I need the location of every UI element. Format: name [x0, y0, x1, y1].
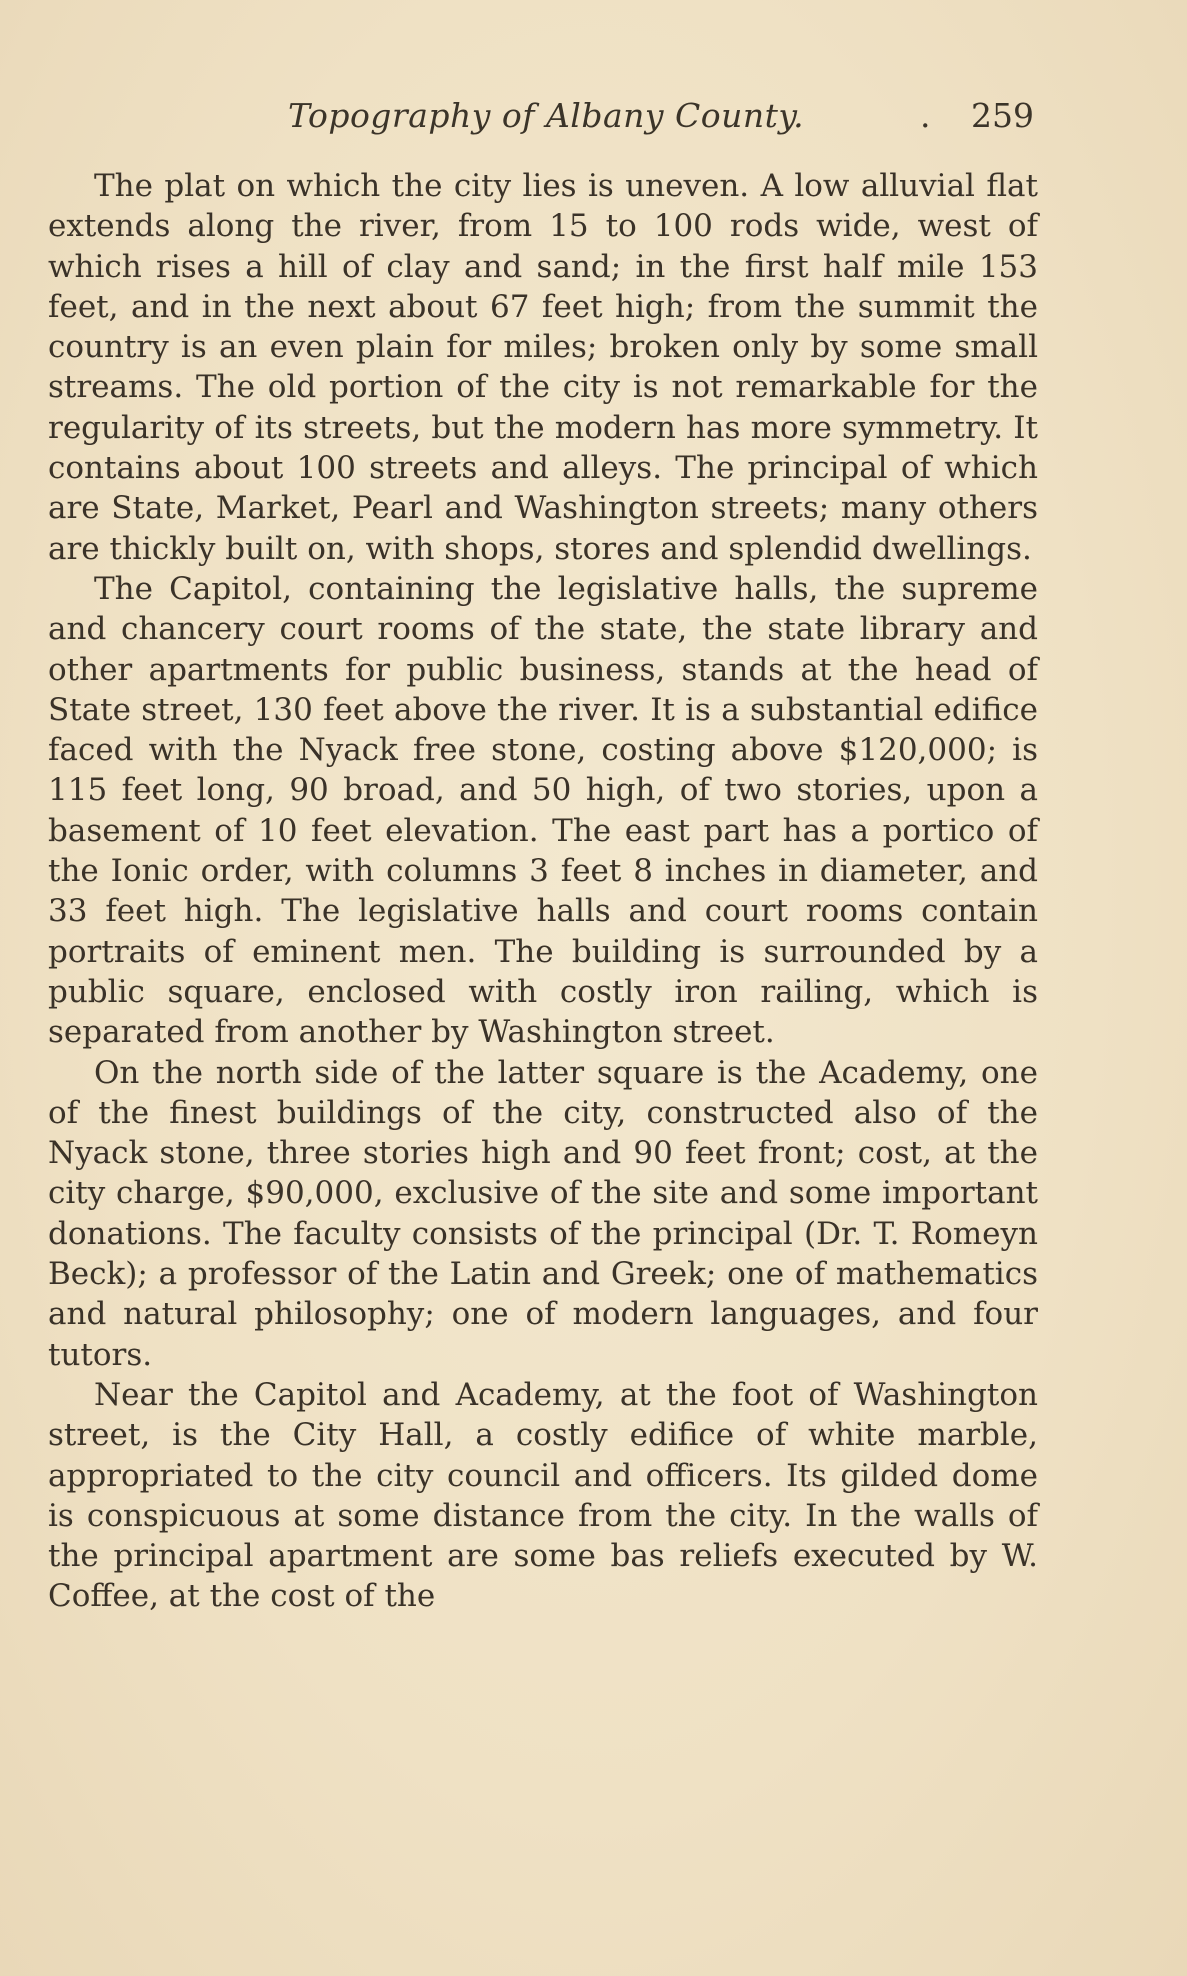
page-header — [48, 96, 1034, 142]
page-number: 259 — [971, 96, 1034, 135]
paragraph-capitol: The Capitol, containing the legislative halls, the supreme and chancery court rooms of the state, the state library and other apartments for public business, stands at the head of State street, 130 feet above the river. It is a substantial edifice faced with the Nyack free stone, costing above $120,000; is 115 feet long, 90 broad, and 50 high, of two stories, upon a basement of 10 feet elevation. The east part has a portico of the Ionic order, with columns 3 feet 8 inches in diameter, and 33 feet high. The legislative halls and court rooms contain portraits of eminent men. The building is surrounded by a public square, enclosed with costly iron railing, which is separated from another by Washington street. — [48, 570, 1038, 1051]
paragraph-city-hall: Near the Capitol and Academy, at the foot of Washington street, is the City Hall, a costly edifice of white marble, appropriated to the city council and officers. Its gilded dome is conspicuous at some distance from the city. In the walls of the principal apartment are some bas reliefs executed by W. Coffee, at the cost of the — [48, 1376, 1038, 1615]
paragraph-plat: The plat on which the city lies is uneven. A low alluvial flat extends along the river, from 15 to 100 rods wide, west of which rises a hill of clay and sand; in the first half mile 153 feet, and in the next about 67 feet high; from the summit the country is an even plain for miles; broken only by some small streams. The old portion of the city is not remarkable for the regularity of its streets, but the modern has more symmetry. It contains about 100 streets and alleys. The principal of which are State, Market, Pearl and Washington streets; many others are thickly built on, with shops, stores and splendid dwellings. — [48, 168, 1038, 567]
body-text — [48, 166, 1038, 1617]
running-title: Topography of Albany County. — [288, 96, 805, 135]
paragraph-academy: On the north side of the latter square is the Academy, one of the finest buildings of the city, constructed also of the Nyack stone, three stories high and 90 feet front; cost, at the city charge, $90,000, exclusive of the site and some important donations. The faculty consists of the principal (Dr. T. Romeyn Beck); a professor of the Latin and Greek; one of mathematics and natural philosophy; one of modern languages, and four tutors. — [48, 1054, 1038, 1373]
header-dot: . — [920, 96, 931, 135]
